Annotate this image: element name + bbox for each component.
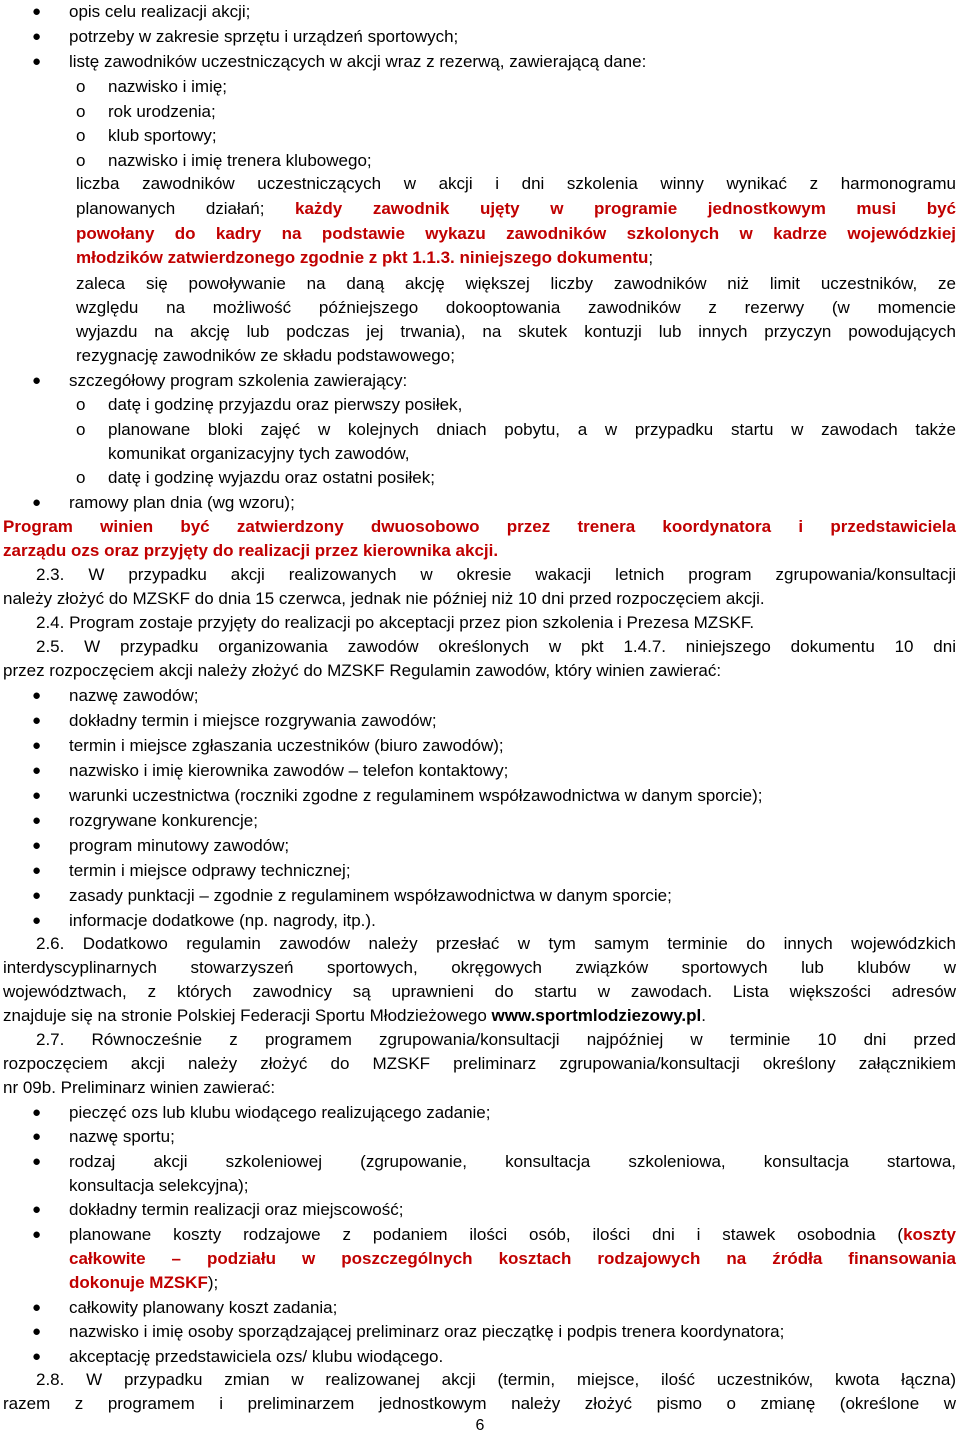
paragraph-line: 2.8. W przypadku zmian w realizowanej akcji (termin, miejsce, ilość uczestników, kwota łączna) <box>36 1370 956 1389</box>
bullet-icon: ● <box>32 837 42 854</box>
sub-list-item: nazwisko i imię trenera klubowego; <box>108 151 372 170</box>
sub-list-item: planowane bloki zajęć w kolejnych dniach pobytu, a w przypadku startu w zawodach także <box>108 420 956 439</box>
paragraph-line: 2.6. Dodatkowo regulamin zawodów należy przesłać w tym samym terminie do innych wojewódzkich <box>36 934 956 953</box>
circle-bullet-icon: o <box>76 126 86 145</box>
paragraph-line <box>76 246 653 271</box>
list-item: zasady punktacji – zgodnie z regulaminem współzawodnictwa w danym sporcie; <box>69 886 672 905</box>
paragraph-line: interdyscyplinarnych stowarzyszeń sportowych, okręgowych związków sportowych lub klubów w <box>3 958 956 977</box>
circle-bullet-icon: o <box>76 395 86 414</box>
list-item: dokładny termin i miejsce rozgrywania zawodów; <box>69 711 437 730</box>
bullet-icon: ● <box>32 1153 42 1170</box>
list-item: program minutowy zawodów; <box>69 836 290 855</box>
text-run: ); <box>207 1273 219 1292</box>
paragraph-line: zaleca się powoływanie na daną akcję większej liczby zawodników niż limit uczestników, ze <box>76 274 956 293</box>
list-item: nazwę zawodów; <box>69 686 199 705</box>
paragraph-line: 2.5. W przypadku organizowania zawodów określonych w pkt 1.4.7. niniejszego dokumentu 10 dni <box>36 637 956 656</box>
bullet-icon: ● <box>32 1348 42 1365</box>
list-item: nazwę sportu; <box>69 1127 175 1146</box>
bullet-icon: ● <box>32 812 42 829</box>
paragraph-line: razem z programem i preliminarzem jednostkowym należy złożyć pismo o zmianę (określone w <box>3 1394 956 1413</box>
list-item: konsultacja selekcyjna); <box>69 1176 249 1195</box>
bullet-icon: ● <box>32 912 42 929</box>
list-item: opis celu realizacji akcji; <box>69 2 251 21</box>
circle-bullet-icon: o <box>76 468 86 487</box>
bullet-icon: ● <box>32 787 42 804</box>
paragraph-line: rezygnację zawodników ze składu podstawowego; <box>76 346 455 365</box>
list-item: dokładny termin realizacji oraz miejscowość; <box>69 1200 404 1219</box>
circle-bullet-icon: o <box>76 77 86 96</box>
bullet-icon: ● <box>32 372 42 389</box>
list-item: listę zawodników uczestniczących w akcji wraz z rezerwą, zawierającą dane: <box>69 52 647 71</box>
bullet-icon: ● <box>32 1104 42 1121</box>
paragraph-line: nr 09b. Preliminarz winien zawierać: <box>3 1078 276 1097</box>
emphasis-text: całkowite – podziału w poszczególnych kosztach rodzajowych na źródła finansowania <box>69 1249 956 1268</box>
emphasis-text: dokonuje MZSKF <box>69 1273 208 1292</box>
emphasis-text: powołany do kadry na podstawie wykazu zawodników szkolonych w kadrze wojewódzkiej <box>76 224 956 243</box>
list-item: termin i miejsce zgłaszania uczestników (biuro zawodów); <box>69 736 504 755</box>
emphasis-text: zarządu ozs oraz przyjęty do realizacji przez kierownika akcji. <box>3 541 499 560</box>
paragraph-line: 2.7. Równocześnie z programem zgrupowania/konsultacji najpóźniej w terminie 10 dni przed <box>36 1030 956 1049</box>
paragraph-line: względu na możliwość późniejszego dokooptowania zawodników z rezerwy (w momencie <box>76 298 956 317</box>
paragraph-line <box>3 1004 706 1029</box>
bullet-icon: ● <box>32 712 42 729</box>
sub-list-item: datę i godzinę przyjazdu oraz pierwszy posiłek, <box>108 395 463 414</box>
bullet-icon: ● <box>32 1201 42 1218</box>
list-item: termin i miejsce odprawy technicznej; <box>69 861 351 880</box>
bullet-icon: ● <box>32 494 42 511</box>
bullet-icon: ● <box>32 862 42 879</box>
list-item: rodzaj akcji szkoleniowej (zgrupowanie, konsultacja szkoleniowa, konsultacja startowa, <box>69 1152 956 1171</box>
list-item <box>69 1271 218 1296</box>
paragraph-line: przez rozpoczęciem akcji należy złożyć do MZSKF Regulamin zawodów, który winien zawierać: <box>3 661 722 680</box>
bullet-icon: ● <box>32 687 42 704</box>
paragraph-line: 2.3. W przypadku akcji realizowanych w okresie wakacji letnich program zgrupowania/konsultacji <box>36 565 956 584</box>
website-link[interactable]: www.sportmlodziezowy.pl <box>491 1006 702 1025</box>
bullet-icon: ● <box>32 762 42 779</box>
sub-list-item: datę i godzinę wyjazdu oraz ostatni posiłek; <box>108 468 435 487</box>
emphasis-text: młodzików zatwierdzonego zgodnie z pkt 1.1.3. niniejszego dokumentu <box>76 248 649 267</box>
text-run: planowane koszty rodzajowe z podaniem ilości osób, ilości dni i stawek osobodnia ( <box>69 1225 904 1244</box>
text-run: planowanych działań; <box>76 199 296 218</box>
emphasis-text: Program winien być zatwierdzony dwuosobowo przez trenera koordynatora i przedstawiciela <box>3 517 956 536</box>
list-item: ramowy plan dnia (wg wzoru); <box>69 493 295 512</box>
paragraph-line: należy złożyć do MZSKF do dnia 15 czerwca, jednak nie później niż 10 dni przed rozpoczęciem akcji. <box>3 589 765 608</box>
bullet-icon: ● <box>32 737 42 754</box>
list-item: szczegółowy program szkolenia zawierający: <box>69 371 408 390</box>
sub-list-item: klub sportowy; <box>108 126 217 145</box>
list-item: informacje dodatkowe (np. nagrody, itp.). <box>69 911 376 930</box>
list-item: akceptację przedstawiciela ozs/ klubu wiodącego. <box>69 1347 444 1366</box>
list-item: pieczęć ozs lub klubu wiodącego realizującego zadanie; <box>69 1103 491 1122</box>
bullet-icon: ● <box>32 1128 42 1145</box>
bullet-icon: ● <box>32 1299 42 1316</box>
bullet-icon: ● <box>32 887 42 904</box>
list-item <box>69 1223 956 1248</box>
emphasis-text: koszty <box>903 1225 956 1244</box>
bullet-icon: ● <box>32 1323 42 1340</box>
bullet-icon: ● <box>32 3 42 20</box>
list-item: całkowity planowany koszt zadania; <box>69 1298 338 1317</box>
emphasis-text: każdy zawodnik ujęty w programie jednostkowym musi być <box>295 199 956 218</box>
list-item: nazwisko i imię kierownika zawodów – telefon kontaktowy; <box>69 761 509 780</box>
paragraph-line: województwach, z których zawodnicy są uprawnieni do startu w zawodach. Lista większości adresów <box>3 982 956 1001</box>
circle-bullet-icon: o <box>76 102 86 121</box>
paragraph-line: 2.4. Program zostaje przyjęty do realizacji po akceptacji przez pion szkolenia i Prezesa MZSKF. <box>36 613 755 632</box>
paragraph-line: liczba zawodników uczestniczących w akcji i dni szkolenia winny wynikać z harmonogramu <box>76 174 956 193</box>
list-item: rozgrywane konkurencje; <box>69 811 258 830</box>
text-run: ; <box>648 248 654 267</box>
circle-bullet-icon: o <box>76 420 86 439</box>
list-item: warunki uczestnictwa (roczniki zgodne z regulaminem współzawodnictwa w danym sporcie); <box>69 786 763 805</box>
list-item: potrzeby w zakresie sprzętu i urządzeń sportowych; <box>69 27 459 46</box>
paragraph-line <box>76 197 956 222</box>
text-run: znajduje się na stronie Polskiej Federacji Sportu Młodzieżowego <box>3 1006 492 1025</box>
bullet-icon: ● <box>32 1226 42 1243</box>
page-number: 6 <box>475 1417 485 1434</box>
bullet-icon: ● <box>32 53 42 70</box>
paragraph-line: rozpoczęciem akcji należy złożyć do MZSKF preliminarz zgrupowania/konsultacji określony załącznikiem <box>3 1054 956 1073</box>
text-run: . <box>701 1006 706 1025</box>
sub-list-item: rok urodzenia; <box>108 102 216 121</box>
paragraph-line: wyjazdu na akcję lub podczas jej trwania), na skutek kontuzji lub innych przyczyn powodujących <box>76 322 956 341</box>
bullet-icon: ● <box>32 28 42 45</box>
sub-list-item: komunikat organizacyjny tych zawodów, <box>108 444 410 463</box>
sub-list-item: nazwisko i imię; <box>108 77 228 96</box>
circle-bullet-icon: o <box>76 151 86 170</box>
list-item: nazwisko i imię osoby sporządzającej preliminarz oraz pieczątkę i podpis trenera koordynatora; <box>69 1322 785 1341</box>
